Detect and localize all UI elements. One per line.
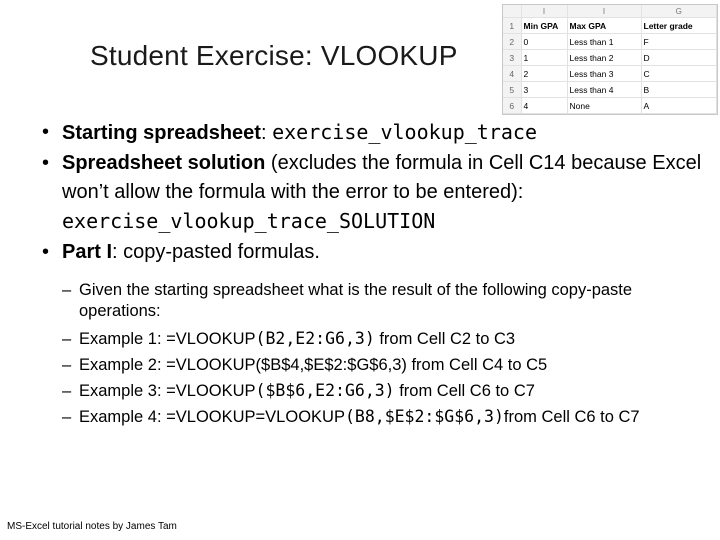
table-row [503,98,717,114]
bullet-dot-icon: • [42,121,50,143]
cell: B [641,82,717,98]
footer-credit: MS-Excel tutorial notes by James Tam [7,521,177,532]
row-number: 4 [503,66,521,82]
header-max-gpa: Max GPA [567,18,641,34]
dash-icon: – [62,408,72,426]
row-number: 1 [503,18,521,34]
sub-bullet-example-1 [62,326,702,352]
sub-bullet-code: ($B$6,E2:G6,3) [255,381,395,400]
cell: Less than 3 [567,66,641,82]
cell: F [641,34,717,50]
bullet-dot-icon: • [42,152,50,174]
row-number: 6 [503,98,521,114]
sub-bullet-text: Example 1: =VLOOKUP [79,330,256,348]
bullet-text: : [260,122,273,144]
slide-title: Student Exercise: VLOOKUP [90,40,458,71]
sub-bullet-tail: from Cell C2 to C3 [374,330,516,348]
cell: 2 [521,66,567,82]
bullet-bold: Starting spreadsheet [62,122,261,144]
cell: Less than 4 [567,82,641,98]
cell: Less than 2 [567,50,641,66]
table-row [503,50,717,66]
column-letter: I [521,5,567,18]
bullet-code: exercise_vlookup_trace_SOLUTION [62,209,436,233]
cell: 3 [521,82,567,98]
dash-icon: – [62,356,72,374]
sub-bullet-text: Example 2: =VLOOKUP($B$4,$E$2:$G$6,3) from Cell C4 to C5 [79,356,548,374]
row-number: 2 [503,34,521,50]
cell: 4 [521,98,567,114]
bullet-code: exercise_vlookup_trace [272,120,537,144]
cell: C [641,66,717,82]
cell: A [641,98,717,114]
column-letter: I [567,5,641,18]
table-row [503,34,717,50]
table-row [503,66,717,82]
header-row [503,18,717,34]
sub-bullet-text: Given the starting spreadsheet what is the result of the following copy-paste operations: [79,281,633,320]
bullet-starting-spreadsheet [42,118,702,148]
column-letter: G [641,5,717,18]
sub-bullet-intro [62,280,702,322]
cell: 0 [521,34,567,50]
column-letter-row [503,5,717,18]
sub-bullet-text: Example 4: =VLOOKUP=VLOOKUP [79,408,345,426]
vlookup-table [503,5,717,114]
table-row [503,82,717,98]
bullet-spreadsheet-solution [42,149,702,237]
dash-icon: – [62,281,72,299]
cell: 1 [521,50,567,66]
row-number: 5 [503,82,521,98]
spreadsheet-excerpt [502,4,718,115]
cell: Less than 1 [567,34,641,50]
corner-cell [503,5,521,18]
bullet-part-1 [42,238,702,267]
bullet-text: : copy-pasted formulas. [112,241,320,263]
sub-bullet-list [62,280,702,430]
sub-bullet-code: (B8,$E$2:$G$6,3) [344,407,504,426]
sub-bullet-tail: from Cell C6 to C7 [394,382,535,400]
sub-bullet-tail: from Cell C6 to C7 [503,408,640,426]
bullet-bold: Part I [62,241,113,263]
sub-bullet-code: (B2,E2:G6,3) [255,329,375,348]
cell: None [567,98,641,114]
sub-bullet-example-4 [62,404,702,430]
header-letter-grade: Letter grade [641,18,717,34]
bullet-list [42,118,702,267]
dash-icon: – [62,330,72,348]
header-min-gpa: Min GPA [521,18,567,34]
bullet-dot-icon: • [42,241,50,263]
bullet-text: (excludes the formula in Cell C14 because Excel won’t allow the formula with the error to be entered): [62,152,702,203]
dash-icon: – [62,382,72,400]
sub-bullet-example-2 [62,352,702,378]
cell: D [641,50,717,66]
sub-bullet-example-3 [62,378,702,404]
bullet-bold: Spreadsheet solution [62,152,266,174]
sub-bullet-text: Example 3: =VLOOKUP [79,382,256,400]
row-number: 3 [503,50,521,66]
